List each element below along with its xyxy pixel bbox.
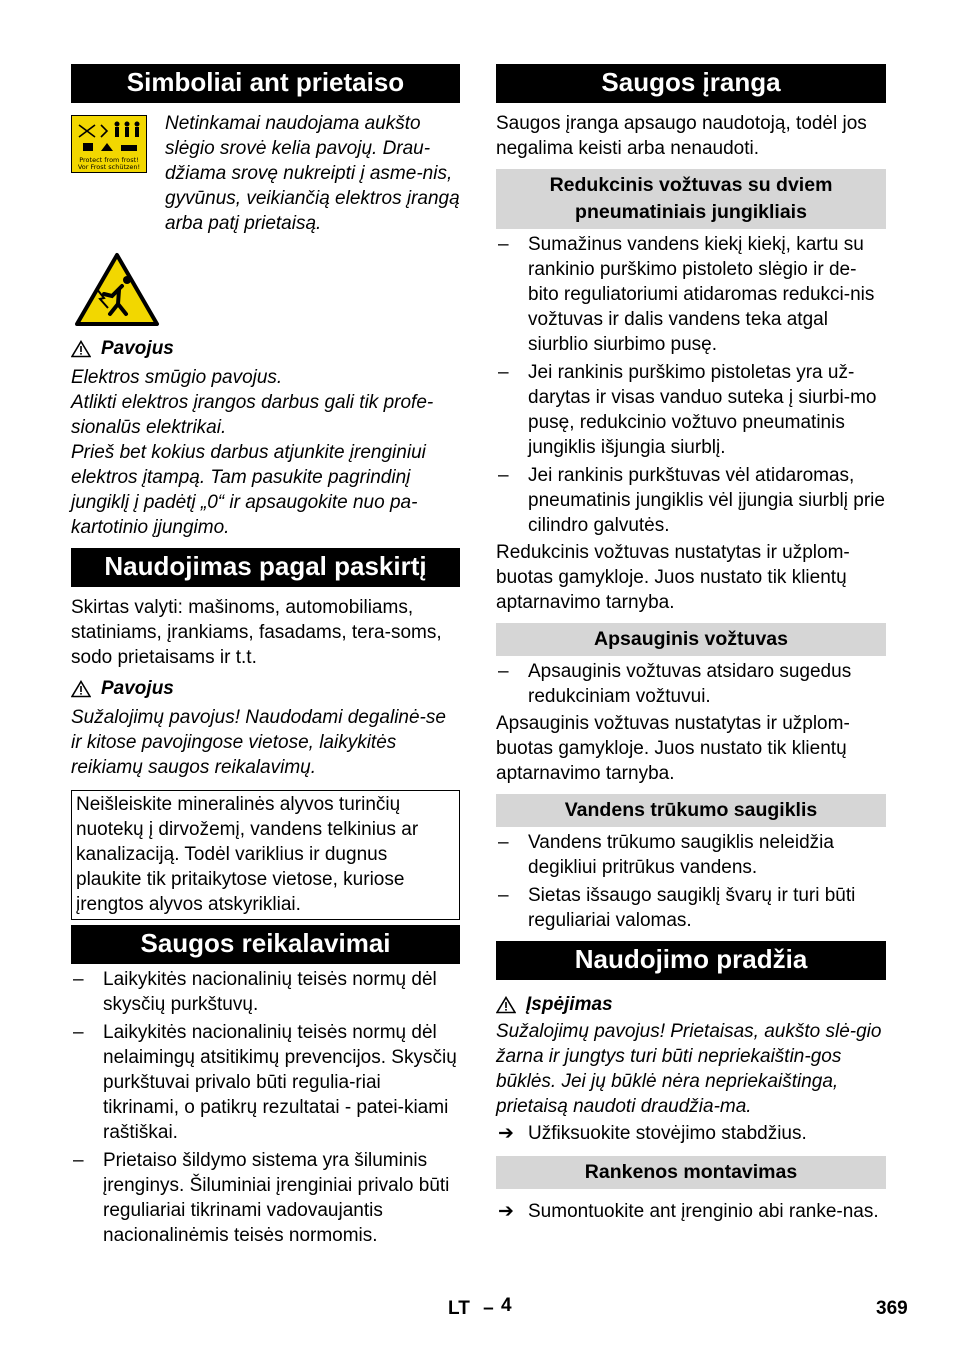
heading-startup: Naudojimo pradžia [496, 941, 886, 980]
arrow-right-icon: ➔ [498, 1201, 514, 1222]
symbols-block [71, 111, 460, 236]
frost-warning-label-icon [71, 115, 147, 173]
list-item: – Jei rankinis purkštuvas vėl atidaromas, pneumatinis jungiklis vėl įjungia siurblį prie cilindro galvutės. [498, 465, 885, 536]
heading-safety-requirements: Saugos reikalavimai [71, 925, 460, 964]
danger-heading-2: Pavojus [71, 676, 460, 701]
safety-requirements-list [71, 967, 460, 1248]
warning-triangle-icon [71, 680, 91, 698]
heading-handle-mounting: Rankenos montavimas [496, 1156, 886, 1189]
reduction-valve-list [496, 232, 886, 538]
arrow-right-icon: ➔ [498, 1123, 514, 1144]
warning-text: Sužalojimų pavojus! Prietaisas, aukšto slė-gio žarna ir jungtys turi būti nepriekaištin-gos būklės. Jei jų būklė nėra nepriekaištinga, prietaisą naudoti draudžia-ma. [496, 1021, 882, 1117]
footer-language-page: LT – 4 [448, 1295, 512, 1319]
danger1-line-3: Prieš bet kokius darbus atjunkite įrenginiui elektros įtampą. Tam pasukite pagrindinį jungiklį į padėtį „0“ ir apsaugokite nuo pa-kartotinio įjungimo. [71, 442, 426, 538]
warning-triangle-icon [496, 996, 516, 1014]
handle-step: ➔ Sumontuokite ant įrenginio abi ranke-nas. [498, 1201, 879, 1222]
heading-reduction-valve: Redukcinis vožtuvas su dviem pneumatiniais jungikliais [496, 169, 886, 229]
safety-valve-list [496, 659, 886, 709]
heading-symbols: Simboliai ant prietaiso [71, 64, 460, 103]
startup-step: ➔ Užfiksuokite stovėjimo stabdžius. [498, 1123, 807, 1144]
list-item: – Sietas išsaugo saugiklį švarų ir turi būti reguliariai valomas. [498, 885, 856, 931]
danger-heading-1: Pavojus [71, 336, 460, 361]
left-column [71, 64, 460, 1248]
warning-triangle-icon [71, 340, 91, 358]
list-item: – Jei rankinis purškimo pistoletas yra už-darytas ir visas vanduo suteka į siurbi-mo pusę, redukcinio vožtuvo pneumatinis jungiklis išjungia siurblį. [498, 362, 877, 458]
danger1-line-2: Atlikti elektros įrangos darbus gali tik profe-sionalūs elektrikai. [71, 392, 434, 438]
safety-valve-note: Apsauginis vožtuvas nustatytas ir užplom-buotas gamykloje. Juos nustato tik klientų aptarnavimo tarnyba. [496, 713, 850, 784]
svg-text:Protect from frost!: Protect from frost! [79, 156, 139, 164]
symbols-description: Netinkamai naudojama aukšto slėgio srovė kelia pavojų. Drau-džiama srovę nukreipti į asme-nis, gyvūnus, veikiančią elektros įrangą arba patį prietaisą. [165, 113, 460, 234]
heading-safety-valve: Apsauginis vožtuvas [496, 623, 886, 656]
environment-notice-box [71, 790, 460, 920]
heading-water-shortage: Vandens trūkumo saugiklis [496, 794, 886, 827]
heading-safety-equipment: Saugos įranga [496, 64, 886, 103]
danger1-line-1: Elektros smūgio pavojus. [71, 367, 283, 388]
list-item: – Vandens trūkumo saugiklis neleidžia degikliui pritrūkus vandens. [498, 832, 834, 878]
electric-shock-warning-icon [74, 252, 160, 328]
footer-page-number: 369 [876, 1298, 908, 1319]
warning-heading: Įspėjimas [496, 992, 886, 1017]
list-item: – Laikykitės nacionalinių teisės normų dėl nelaimingų atsitikimų prevencijos. Skysčių purkštuvai privalo būti regulia-riai tikrinami, o patikrų rezultatai - patei-kiami raštiškai. [73, 1022, 457, 1143]
danger2-text: Sužalojimų pavojus! Naudodami degalinė-se ir kitose pavojingose vietose, laikykitės reikiamų saugos reikalavimų. [71, 707, 446, 778]
list-item: – Apsauginis vožtuvas atsidaro sugedus redukciniam vožtuvui. [498, 661, 852, 707]
safety-equipment-text: Saugos įranga apsaugo naudotoją, todėl jos negalima keisti arba nenaudoti. [496, 113, 867, 159]
list-item: – Prietaiso šildymo sistema yra šiluminis įrenginys. Šiluminiai įrenginiai privalo būti reguliariai tikrinami vadovaujantis nacionalinėmis teisės normomis. [73, 1150, 450, 1246]
right-column [496, 64, 886, 1224]
water-shortage-list [496, 830, 886, 933]
svg-text:Vor Frost schützen!: Vor Frost schützen! [77, 163, 141, 171]
reduction-valve-note: Redukcinis vožtuvas nustatytas ir užplom-buotas gamykloje. Juos nustato tik klientų aptarnavimo tarnyba. [496, 542, 850, 613]
environment-notice-text: Neišleiskite mineralinės alyvos turinčių nuotekų į dirvožemį, vandens telkinius ar kanalizaciją. Todėl variklius ir dugnus plaukite tik pritaikytose vietose, kuriose įrengtos alyvos atskyrikliai. [76, 794, 419, 915]
list-item: – Laikykitės nacionalinių teisės normų dėl skysčių purkštuvų. [73, 969, 437, 1015]
list-item: – Sumažinus vandens kiekį kiekį, kartu su rankinio purškimo pistoleto slėgio ir de-bito reguliatoriumi atidaromas redukci-nis vožtuvas ir dalis vandens teka atgal siurblio siurbimo pusę. [498, 234, 875, 355]
usage-text: Skirtas valyti: mašinoms, automobiliams, statiniams, įrankiams, fasadams, tera-soms, sodo prietaisams ir t.t. [71, 597, 442, 668]
heading-usage: Naudojimas pagal paskirtį [71, 548, 460, 587]
